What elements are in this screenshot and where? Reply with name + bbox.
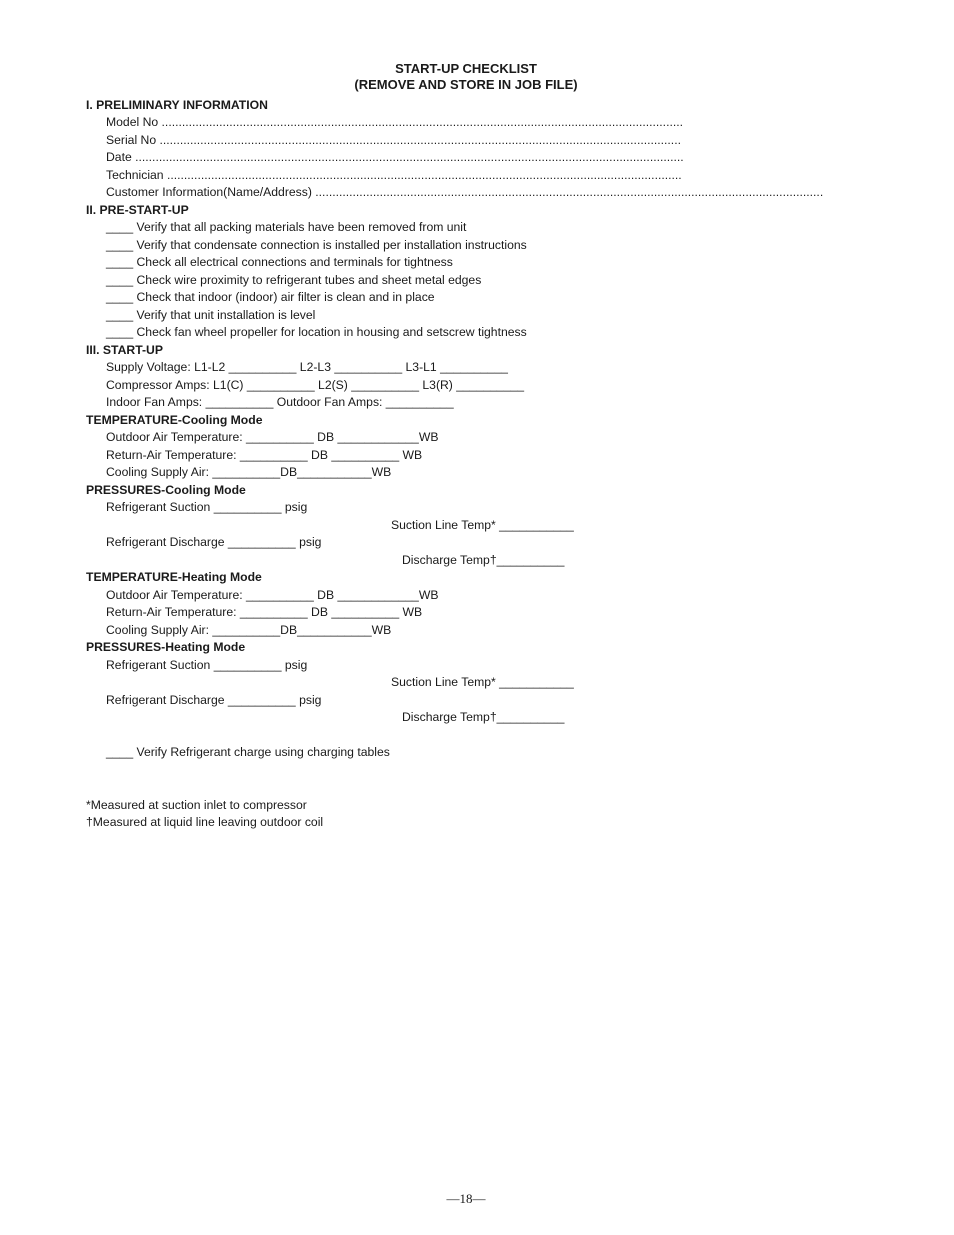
footnote-liquid: †Measured at liquid line leaving outdoor coil — [86, 815, 324, 829]
refrigerant-suction-field: Refrigerant Suction __________ psig — [106, 500, 308, 514]
page-subtitle: (REMOVE AND STORE IN JOB FILE) — [354, 77, 578, 92]
footnote-suction: *Measured at suction inlet to compressor — [86, 798, 307, 812]
return-air-temp-field: Return-Air Temperature: __________ DB __________ WB — [106, 448, 423, 462]
section-heading-temp-heating: TEMPERATURE-Heating Mode — [86, 570, 262, 584]
checklist-item: ____ Verify that all packing materials have been removed from unit — [106, 220, 467, 234]
supply-voltage-field: Supply Voltage: L1-L2 __________ L2-L3 __________ L3-L1 __________ — [106, 360, 508, 374]
checklist-item: ____ Verify that condensate connection is installed per installation instructions — [106, 238, 527, 252]
outdoor-air-temp-field: Outdoor Air Temperature: __________ DB ____________WB — [106, 588, 439, 602]
customer-info-field: Customer Information(Name/Address) ...................................................................................................................................................... — [106, 185, 824, 199]
outdoor-air-temp-field: Outdoor Air Temperature: __________ DB ____________WB — [106, 430, 439, 444]
section-heading-prestart: II. PRE-START-UP — [86, 203, 189, 217]
page-number: —18— — [446, 1191, 486, 1206]
model-no-field: Model No .......................................................................................................................................................... — [106, 115, 684, 129]
section-heading-preliminary: I. PRELIMINARY INFORMATION — [86, 98, 268, 112]
refrigerant-discharge-field: Refrigerant Discharge __________ psig — [106, 693, 322, 707]
fan-amps-field: Indoor Fan Amps: __________ Outdoor Fan Amps: __________ — [106, 395, 454, 409]
checklist-item: ____ Check all electrical connections and terminals for tightness — [106, 255, 453, 269]
section-heading-press-cooling: PRESSURES-Cooling Mode — [86, 483, 246, 497]
supply-air-field: Cooling Supply Air: __________DB___________WB — [106, 623, 392, 637]
serial-no-field: Serial No .......................................................................................................................................................... — [106, 133, 681, 147]
suction-line-temp-field: Suction Line Temp* ___________ — [391, 518, 574, 532]
refrigerant-suction-field: Refrigerant Suction __________ psig — [106, 658, 308, 672]
page-title: START-UP CHECKLIST — [395, 61, 537, 76]
discharge-temp-field: Discharge Temp†__________ — [402, 553, 565, 567]
section-heading-temp-cooling: TEMPERATURE-Cooling Mode — [86, 413, 263, 427]
technician-field: Technician ........................................................................................................................................................ — [106, 168, 682, 182]
checklist-item: ____ Verify that unit installation is level — [106, 308, 316, 322]
checklist-item: ____ Check fan wheel propeller for location in housing and setscrew tightness — [106, 325, 527, 339]
discharge-temp-field: Discharge Temp†__________ — [402, 710, 565, 724]
section-heading-press-heating: PRESSURES-Heating Mode — [86, 640, 246, 654]
section-heading-startup: III. START-UP — [86, 343, 163, 357]
return-air-temp-field: Return-Air Temperature: __________ DB __________ WB — [106, 605, 423, 619]
compressor-amps-field: Compressor Amps: L1(C) __________ L2(S) __________ L3(R) __________ — [106, 378, 525, 392]
supply-air-field: Cooling Supply Air: __________DB___________WB — [106, 465, 392, 479]
refrigerant-discharge-field: Refrigerant Discharge __________ psig — [106, 535, 322, 549]
checklist-item: ____ Check wire proximity to refrigerant tubes and sheet metal edges — [106, 273, 482, 287]
checklist-item: ____ Check that indoor (indoor) air filter is clean and in place — [106, 290, 435, 304]
verify-charge-item: ____ Verify Refrigerant charge using charging tables — [106, 745, 390, 759]
date-field: Date .................................................................................................................................................................. — [106, 150, 684, 164]
suction-line-temp-field: Suction Line Temp* ___________ — [391, 675, 574, 689]
